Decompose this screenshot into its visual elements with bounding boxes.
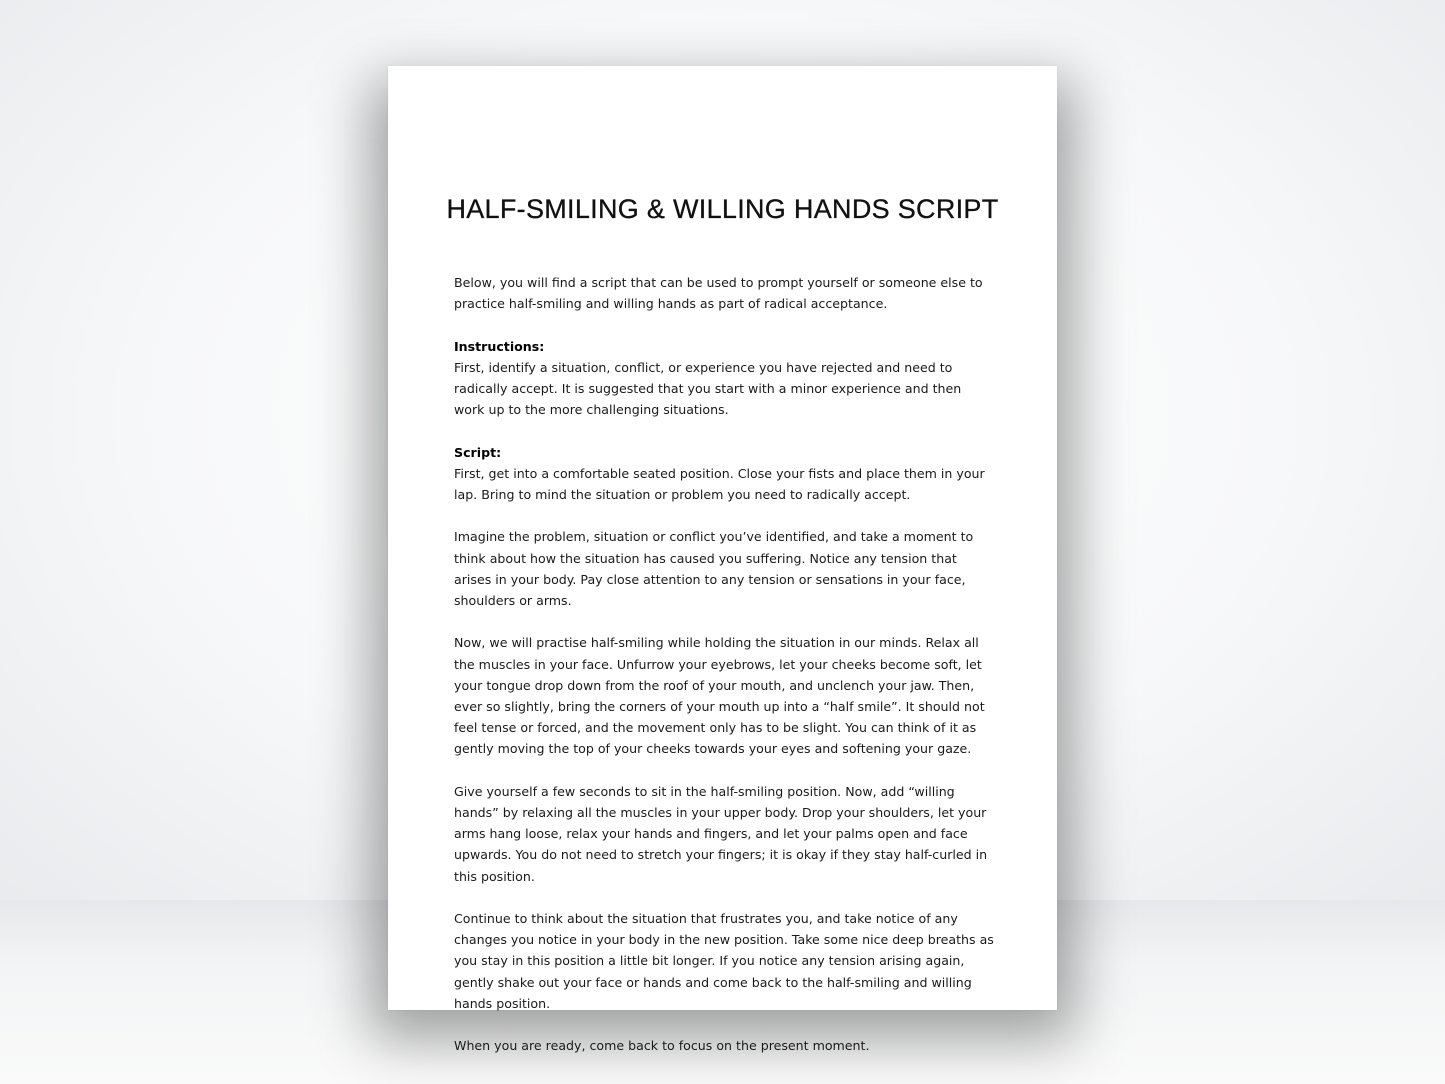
script-paragraph: Now, we will practise half-smiling while holding the situation in our minds. Relax all the muscles in your face. Unfurrow your eyebrows, let your cheeks become soft, let your tongue drop down from the roof of your mouth, and unclench your jaw. Then, ever so slightly, bring the corners of your mouth up into a “half smile”. It should not feel tense or forced, and the movement only has to be slight. You can think of it as gently moving the top of your cheeks towards your eyes and softening your gaze.: [454, 635, 985, 757]
instructions-section: [454, 336, 994, 421]
page-title: HALF-SMILING & WILLING HANDS SCRIPT: [446, 194, 999, 224]
script-paragraph: First, get into a comfortable seated position. Close your fists and place them in your lap. Bring to mind the situation or problem you need to radically accept.: [454, 465, 985, 502]
instructions-heading: Instructions:: [454, 338, 545, 354]
document-page: [388, 66, 1057, 1054]
intro-paragraph: Below, you will find a script that can be used to prompt yourself or someone else to practice half-smiling and willing hands as part of radical acceptance.: [454, 275, 983, 312]
document-body: [454, 272, 994, 1078]
script-paragraph: When you are ready, come back to focus on the present moment.: [454, 1038, 870, 1054]
script-paragraph: Imagine the problem, situation or conflict you’ve identified, and take a moment to think about how the situation has caused you suffering. Notice any tension that arises in your body. Pay close attention to any tension or sensations in your face, shoulders or arms.: [454, 529, 974, 608]
script-paragraph: Continue to think about the situation that frustrates you, and take notice of any changes you notice in your body in the new position. Take some nice deep breaths as you stay in this position a little bit longer. If you notice any tension arising again, gently shake out your face or hands and come back to the half-smiling and willing hands position.: [454, 911, 994, 1011]
instructions-text: First, identify a situation, conflict, or experience you have rejected and need to radically accept. It is suggested that you start with a minor experience and then work up to the more challenging situations.: [454, 359, 962, 418]
script-heading: Script:: [454, 444, 502, 460]
script-section: [454, 442, 994, 506]
script-paragraph: Give yourself a few seconds to sit in the half-smiling position. Now, add “willing hands” by relaxing all the muscles in your upper body. Drop your shoulders, let your arms hang loose, relax your hands and fingers, and let your palms open and face upwards. You do not need to stretch your fingers; it is okay if they stay half-curled in this position.: [454, 783, 988, 884]
